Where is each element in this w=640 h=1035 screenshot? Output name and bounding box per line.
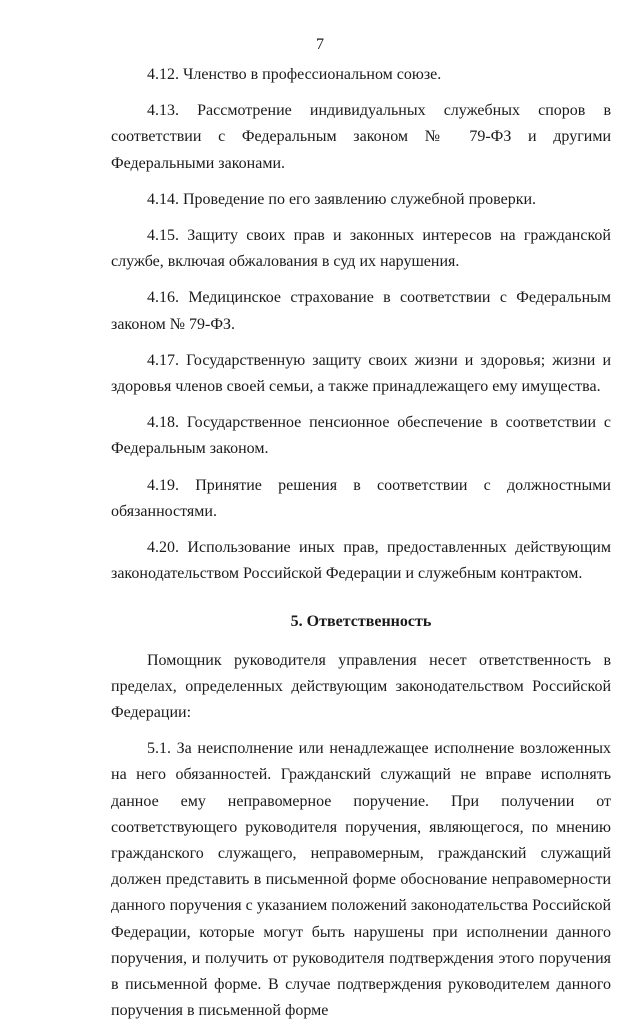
item-4-16: 4.16. Медицинское страхование в соответствии с Федеральным законом № 79-ФЗ. — [111, 289, 611, 333]
item-4-19: 4.19. Принятие решения в соответствии с должностными обязанностями. — [111, 476, 611, 520]
item-4-12: 4.12. Членство в профессиональном союзе. — [147, 66, 442, 83]
clause-5-1: 5.1. За неисполнение или ненадлежащее исполнение возложенных на него обязанностей. Гражданский служащий не вправе исполнять данное ему неправомерное поручение. При получении от соответствующего руководителя поручения, являющегося, по мнению гражданского служащего, неправомерным, гражданский служащий должен представить в письменной форме обоснование неправомерности данного поручения с указанием положений законодательства Российской Федерации, которые могут быть нарушены при исполнении данного поручения, и получить от руководителя подтверждения этого поручения в письменной форме. В случае подтверждения руководителем данного поручения в письменной форме — [111, 740, 611, 1020]
item-4-15: 4.15. Защиту своих прав и законных интересов на гражданской службе, включая обжалования в суд их нарушения. — [111, 227, 611, 271]
document-body — [111, 62, 611, 1035]
section-heading: 5. Ответственность — [290, 613, 432, 631]
item-4-14: 4.14. Проведение по его заявлению служебной проверки. — [147, 190, 537, 208]
item-4-20: 4.20. Использование иных прав, предоставленных действующим законодательством Российской Федерации и служебным контрактом. — [111, 539, 611, 583]
page-number: 7 — [316, 36, 324, 53]
item-4-13: 4.13. Рассмотрение индивидуальных служебных споров в соответствии с Федеральным законом № 79-ФЗ и другими Федеральными законами. — [111, 102, 611, 172]
section-intro: Помощник руководителя управления несет ответственность в пределах, определенных действующим законодательством Российской Федерации: — [111, 651, 611, 722]
item-4-18: 4.18. Государственное пенсионное обеспечение в соответствии с Федеральным законом. — [111, 414, 611, 458]
item-4-17: 4.17. Государственную защиту своих жизни и здоровья; жизни и здоровья членов своей семьи, а также принадлежащего ему имущества. — [111, 351, 611, 396]
